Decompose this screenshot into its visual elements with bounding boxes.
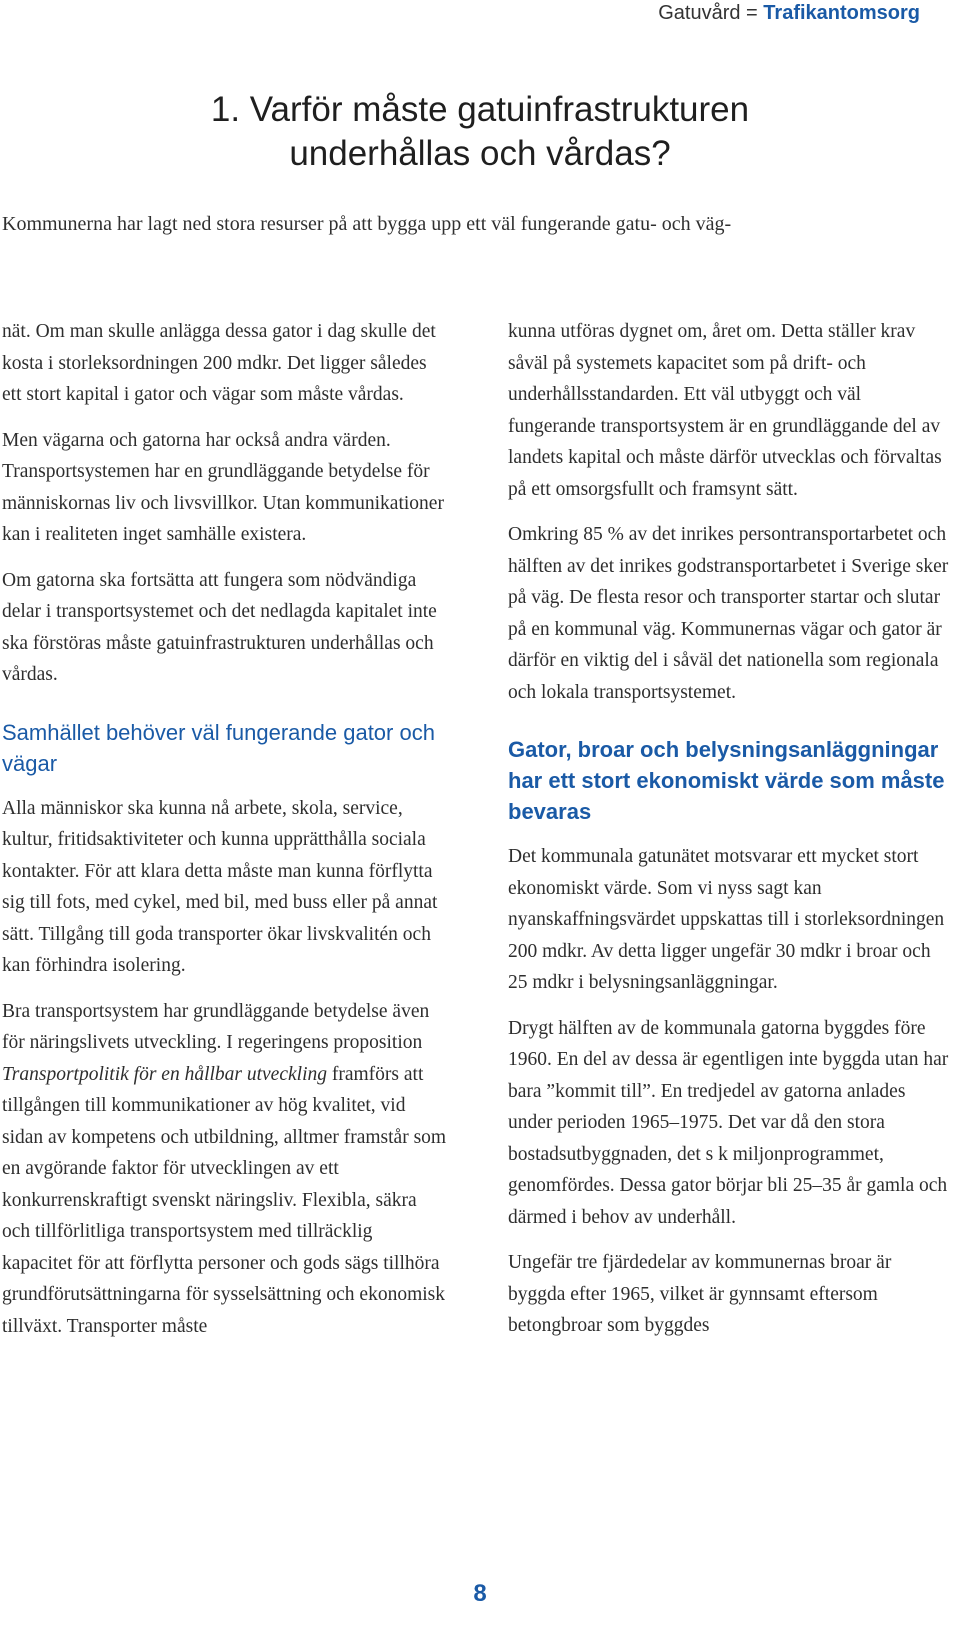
- proposition-title: Transportpolitik för en hållbar utveckling: [2, 1063, 327, 1085]
- right-column: [508, 316, 953, 1356]
- right-paragraph-5: Ungefär tre fjärdedelar av kommunernas broar är byggda efter 1965, vilket är gynnsamt eftersom betongbroar som byggdes: [508, 1252, 892, 1336]
- intro-paragraph: Kommunerna har lagt ned stora resurser på att bygga upp ett väl fungerande gatu- och väg-: [2, 213, 732, 235]
- header-section: Gatuvård =: [658, 2, 758, 24]
- left-column: [2, 316, 447, 1356]
- left-section-heading: Samhället behöver väl fungerande gator och vägar: [2, 719, 435, 776]
- left-paragraph-5-end: framförs att tillgången till kommunikationer av hög kvalitet, vid sidan av kompetens och utbildning, alltmer framstår som en avgörande faktor för utvecklingen av ett konkurrenskraftigt svenskt näringsliv. Flexibla, säkra och tillförlitliga transportsystem med tillräcklig kapacitet för att förflytta personer och gods sägs tillhöra grundförutsättningarna för sysselsättning och ekonomisk tillväxt. Transporter måste: [2, 1063, 447, 1337]
- right-paragraph-2: Omkring 85 % av det inrikes persontransportarbetet och hälften av det inrikes godstransportarbetet i Sverige sker på väg. De flesta resor och transporter startar och slutar på en kommunal väg. Kommunernas vägar och gator är därför en viktig del i såväl det nationella som regionala och lokala transportsystemet.: [508, 524, 949, 703]
- right-paragraph-4: Drygt hälften av de kommunala gatorna byggdes före 1960. En del av dessa är egentligen inte byggda utan har bara ”kommit till”. En tredjedel av gatorna anlades under perioden 1965–1975. Det var då den stora bostadsutbyggnaden, det s k miljonprogrammet, genomfördes. Dessa gator börjar bli 25–35 år gamla och därmed i behov av underhåll.: [508, 1017, 949, 1228]
- left-paragraph-1: nät. Om man skulle anlägga dessa gator i dag skulle det kosta i storleksordningen 200 mdkr. Det ligger således ett stort kapital i gator och vägar som måste vårdas.: [2, 321, 436, 405]
- right-section-heading: Gator, broar och belysningsanläggningar har ett stort ekonomiskt värde som måste bevaras: [508, 737, 945, 824]
- chapter-title: [0, 88, 960, 176]
- left-paragraph-2: Men vägarna och gatorna har också andra värden. Transportsystemen har en grundläggande betydelse för människornas liv och livsvillkor. Utan kommunikationer kan i realiteten inget samhälle existera.: [2, 429, 444, 545]
- right-paragraph-1: kunna utföras dygnet om, året om. Detta ställer krav såväl på systemets kapacitet som på drift- och underhållsstandarden. Ett väl utbyggt och väl fungerande transportsystem är en grundläggande del av landets kapital och måste därför utvecklas och förvaltas på ett omsorgsfullt och framsynt sätt.: [508, 321, 942, 500]
- chapter-title-line1: 1. Varför måste gatuinfrastrukturen: [210, 90, 750, 129]
- left-paragraph-5-start: Bra transportsystem har grundläggande betydelse även för näringslivets utveckling. I regeringens proposition: [2, 1000, 430, 1053]
- left-paragraph-5: [2, 996, 447, 1343]
- header-accent: Trafikantomsorg: [763, 2, 920, 24]
- left-paragraph-4: Alla människor ska kunna nå arbete, skola, service, kultur, fritidsaktiviteter och kunna upprätthålla sociala kontakter. För att klara detta måste man kunna förflytta sig till fots, med cykel, med bil, med buss eller på annat sätt. Tillgång till goda transporter ökar livskvalitén och kan förhindra isolering.: [2, 797, 438, 976]
- chapter-title-line2: underhållas och vårdas?: [289, 134, 671, 173]
- left-paragraph-3: Om gatorna ska fortsätta att fungera som nödvändiga delar i transportsystemet och det nedlagda kapitalet inte ska förstöras måste gatuinfrastrukturen underhållas och vårdas.: [2, 569, 437, 685]
- page-number: 8: [473, 1580, 487, 1607]
- right-paragraph-3: Det kommunala gatunätet motsvarar ett mycket stort ekonomiskt värde. Som vi nyss sagt kan nyanskaffningsvärdet uppskattas till i storleksordningen 200 mdkr. Av detta ligger ungefär 30 mdkr i broar och 25 mdkr i belysningsanläggningar.: [508, 846, 945, 993]
- running-header: [658, 2, 920, 25]
